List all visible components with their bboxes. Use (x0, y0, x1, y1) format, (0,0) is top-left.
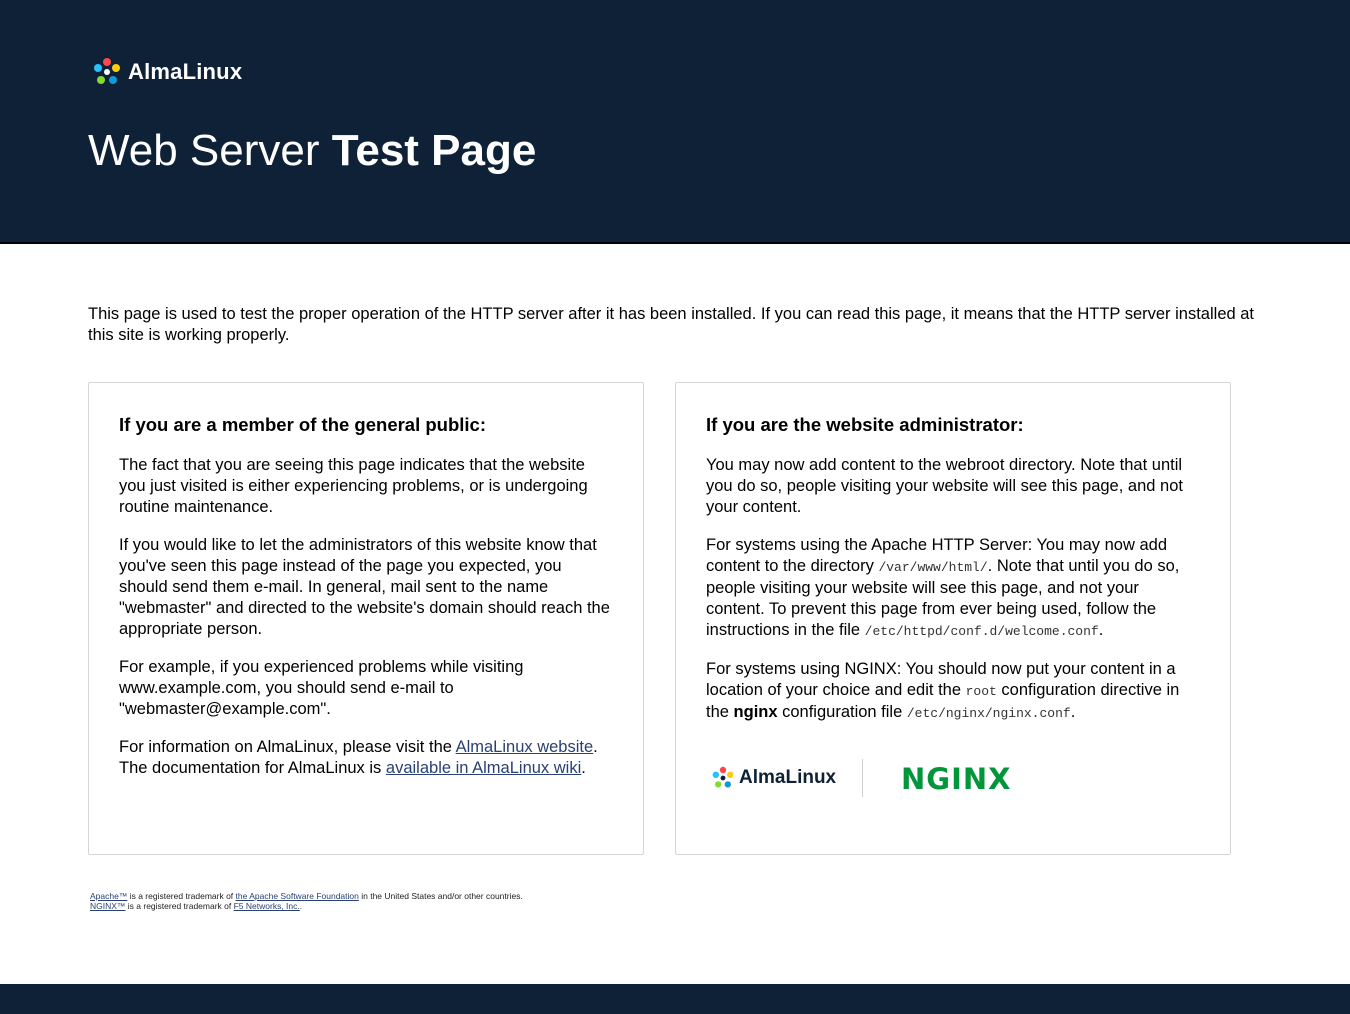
almalinux-website-link[interactable]: AlmaLinux website (455, 738, 594, 756)
page-title-bold: Test Page (331, 126, 537, 175)
nginx-text-a: For systems using NGINX: You should now put your content in a location of your choice and edit the (706, 660, 1176, 699)
nginx-text-b: configuration directive in the (706, 681, 1180, 721)
info-suffix: . (581, 759, 586, 777)
brand (92, 56, 242, 88)
f5-networks-link[interactable]: F5 Networks, Inc. (233, 901, 300, 911)
apache-foundation-link[interactable]: the Apache Software Foundation (235, 891, 359, 901)
apache-trademark-line (90, 891, 523, 901)
public-card-paragraph-3: For example, if you experienced problems while visiting www.example.com, you should send e-mail to "webmaster@example.com". (119, 658, 524, 718)
header (0, 0, 1350, 244)
nginx-text-d: . (1070, 703, 1076, 721)
nginx-trademark-line (90, 901, 523, 911)
nginx-text-c: configuration file (777, 703, 907, 721)
webroot-path: /var/www/html/ (878, 560, 988, 575)
almalinux-small-logo-icon (711, 766, 735, 790)
info-middle: . The documentation for AlmaLinux is (119, 738, 598, 777)
page-title-light: Web Server (88, 126, 320, 175)
powered-by-logos (711, 759, 1019, 797)
nginx-logo-text: NGINX (901, 763, 1012, 793)
almalinux-logo-icon (92, 57, 122, 87)
admin-card-paragraph-3 (706, 659, 1200, 724)
apache-trademark-text-2: in the United States and/or other countries. (358, 891, 523, 901)
admin-card (675, 382, 1231, 855)
public-card-paragraph-4 (119, 737, 613, 779)
welcome-conf-path: /etc/httpd/conf.d/welcome.conf (864, 624, 1099, 639)
almalinux-logo (711, 766, 836, 790)
footer-bar (0, 984, 1350, 1014)
page-title (88, 122, 536, 180)
public-card-paragraph-2: If you would like to let the administrators of this website know that you've seen this page instead of the page you expected, you should send them e-mail. In general, mail sent to the name "webmaster" and directed to the website's domain should reach the appropriate person. (119, 536, 610, 638)
almalinux-wiki-link[interactable]: available in AlmaLinux wiki (385, 759, 582, 777)
apache-link[interactable]: Apache™ (90, 891, 128, 901)
public-card (88, 382, 644, 855)
nginx-trademark-text-1: is a registered trademark of (125, 901, 234, 911)
admin-card-paragraph-1: You may now add content to the webroot directory. Note that until you do so, people visiting your website will see this page, and not your content. (706, 456, 1183, 516)
nginx-bold: nginx (733, 703, 778, 721)
admin-card-heading: If you are the website administrator: (706, 414, 1024, 435)
almalinux-logo-text: AlmaLinux (739, 767, 837, 788)
nginx-link[interactable]: NGINX™ (90, 901, 126, 911)
info-prefix: For information on AlmaLinux, please visit the (119, 738, 456, 756)
apache-text-c: . (1098, 621, 1104, 639)
admin-card-paragraph-2 (706, 535, 1200, 642)
apache-text-a: For systems using the Apache HTTP Server: You may now add content to the directory (706, 536, 1168, 575)
root-directive: root (965, 684, 997, 699)
public-card-paragraph-1: The fact that you are seeing this page indicates that the website you just visited is either experiencing problems, or is undergoing routine maintenance. (119, 456, 588, 516)
nginx-logo (901, 763, 1019, 793)
apache-trademark-text-1: is a registered trademark of (127, 891, 236, 901)
apache-text-b: . Note that until you do so, people visiting your website will see this page, and not your content. To prevent this page from ever being used, follow the instructions in the file (706, 557, 1180, 639)
brand-name: AlmaLinux (128, 59, 243, 84)
nginx-trademark-text-2: . (299, 901, 303, 911)
nginx-conf-path: /etc/nginx/nginx.conf (906, 706, 1071, 721)
logo-divider (862, 759, 863, 797)
trademark-notes (90, 891, 523, 911)
intro-text: This page is used to test the proper operation of the HTTP server after it has been installed. If you can read this page, it means that the HTTP server installed at this site is working properly. (88, 305, 1255, 344)
public-card-heading: If you are a member of the general public: (119, 414, 487, 435)
